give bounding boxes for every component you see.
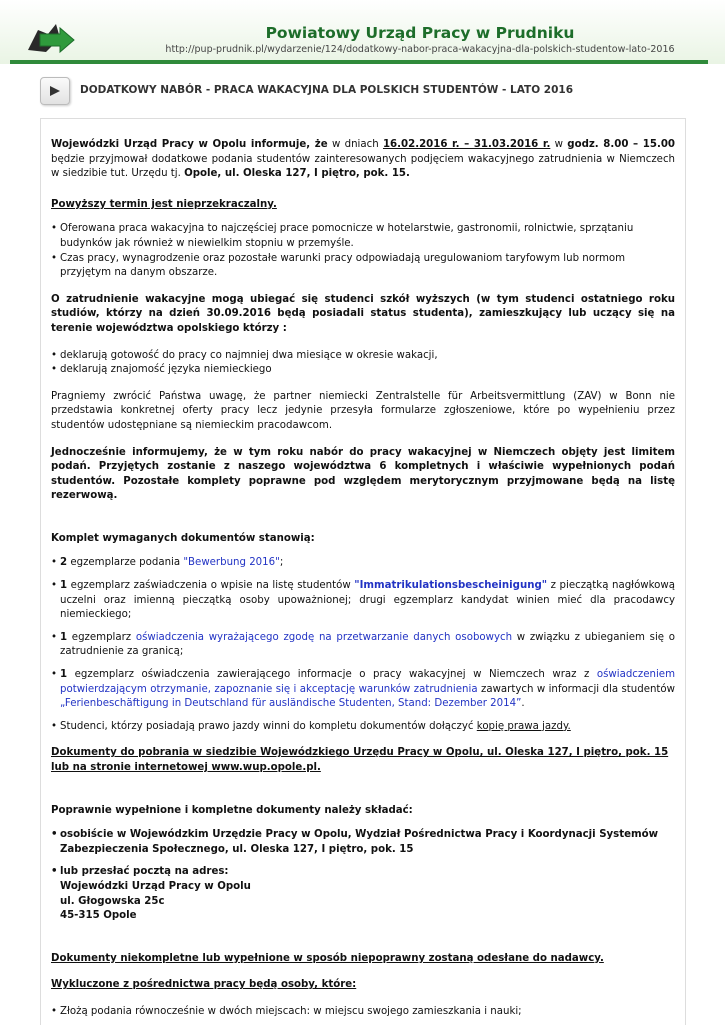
logo-arrow-icon — [26, 20, 76, 56]
list-item — [51, 579, 675, 623]
list-item — [51, 865, 675, 923]
list-item: • Złożą podania równocześnie w dwóch miejscach: w miejscu swojego zamieszkania i nauki; — [51, 1005, 675, 1020]
mail-line: ul. Głogowska 25c — [60, 895, 165, 907]
mail-label: • lub przesłać pocztą na adres: — [60, 866, 229, 878]
intro-text-1: w dniach — [327, 139, 383, 150]
docs-heading: Komplet wymaganych dokumentów stanowią: — [51, 532, 315, 544]
deadline-note: Powyższy termin jest nieprzekraczalny. — [51, 198, 277, 210]
incomplete-note: Dokumenty niekompletne lub wypełnione w sposób niepoprawny zostaną odesłane do nadawcy. — [51, 952, 604, 964]
excluded-list — [51, 1005, 675, 1020]
site-header — [0, 0, 725, 64]
intro-dates: 16.02.2016 r. – 31.03.2016 r. — [382, 139, 551, 150]
doc-tail: z pieczątką nagłówkową uczelni oraz imienną pieczątką osoby upoważnionej; drugi egzemplarz kandydat winien mieć dla pracodawcy niemieckiego; — [60, 580, 675, 621]
header-divider — [10, 60, 708, 64]
doc-tail: . — [521, 698, 525, 710]
mail-line: 45-315 Opole — [60, 910, 137, 922]
eligibility-paragraph: O zatrudnienie wakacyjne mogą ubiegać się studenci szkół wyższych (w tym studenci ostatniego roku studiów, którzy na dzień 30.09.2016 będą posiadali status studenta), zamieszkujący lub uczący się na terenie województwa opolskiego którzy : — [51, 293, 675, 334]
conditions-link[interactable]: oświadczeniem potwierdzającym otrzymanie, zapoznanie się i akceptację warunków zatrudnienia — [60, 669, 675, 695]
submit-list — [51, 828, 675, 924]
intro-paragraph — [51, 138, 675, 182]
consent-link[interactable]: oświadczenia wyrażającego zgodę na przetwarzanie danych osobowych — [135, 631, 513, 643]
article-heading: DODATKOWY NABÓR - PRACA WAKACYJNA DLA POLSKICH STUDENTÓW - LATO 2016 — [80, 84, 574, 96]
list-item: • deklarują znajomość języka niemieckiego — [51, 363, 675, 378]
bewerbung-link[interactable]: "Bewerbung 2016" — [183, 557, 280, 569]
excluded-heading: Wykluczone z pośrednictwa pracy będą osoby, które: — [51, 979, 357, 991]
limit-paragraph: Jednocześnie informujemy, że w tym roku nabór do pracy wakacyjnej w Niemczech objęty jest limitem podań. Przyjętych zostanie z naszego województwa 6 kompletnych i właściwie wypełnionych podań studentów. Pozostałe komplety poprawne pod względem merytorycznym przyjmowane będą na listę rezerwową. — [51, 446, 675, 502]
doc-tail: ; — [279, 557, 284, 569]
intro-hours: godz. 8.00 – 15.00 — [567, 139, 675, 150]
immatrikulation-link[interactable]: "Immatrikulationsbescheinigung" — [354, 580, 548, 592]
page-url: http://pup-prudnik.pl/wydarzenie/124/dodatkowy-nabor-praca-wakacyjna-dla-polskich-studentow-lato-2016 — [165, 44, 675, 55]
eligibility-list — [51, 349, 675, 378]
intro-text-2: w — [550, 139, 568, 150]
intro-address: Opole, ul. Oleska 127, I piętro, pok. 15. — [184, 168, 410, 180]
list-item — [51, 556, 675, 571]
list-item — [51, 720, 675, 735]
article-body — [51, 138, 675, 1020]
list-item — [51, 668, 675, 712]
mail-line: Wojewódzki Urząd Pracy w Opolu — [60, 880, 251, 892]
doc-count: 1 — [60, 669, 68, 681]
submit-heading: Poprawnie wypełnione i kompletne dokumenty należy składać: — [51, 804, 413, 816]
list-item: • osobiście w Wojewódzkim Urzędzie Pracy w Opolu, Wydział Pośrednictwa Pracy i Koordynacji Systemów Zabezpieczenia Społecznego, ul. Oleska 127, I piętro, pok. 15 — [51, 828, 675, 857]
intro-text-3: będzie przyjmował dodatkowe podania studentów zainteresowanych podjęciem wakacyjnego zatrudnienia w Niemczech w siedzibie tut. Urzędu tj. — [51, 153, 675, 180]
download-note: Dokumenty do pobrania w siedzibie Wojewódzkiego Urzędu Pracy w Opolu, ul. Oleska 127, I piętro, pok. 15 lub na stronie internetowej www.wup.opole.pl. — [51, 747, 669, 773]
intro-org: Wojewódzki Urząd Pracy w Opolu informuje, że — [51, 139, 328, 150]
offer-list — [51, 222, 675, 280]
documents-list — [51, 556, 675, 734]
ferien-link[interactable]: „Ferienbeschäftigung in Deutschland für ausländische Studenten, Stand: Dezember 2014” — [60, 698, 522, 710]
doc-count: 1 — [60, 631, 68, 643]
site-title: Powiatowy Urząd Pracy w Prudniku — [265, 24, 575, 42]
doc-text: egzemplarz zaświadczenia o wpisie na listę studentów — [67, 580, 355, 592]
zav-paragraph: Pragniemy zwrócić Państwa uwagę, że partner niemiecki Zentralstelle für Arbeitsvermittlung (ZAV) w Bonn nie przedstawia konkretnej oferty pracy lecz jedynie przesyła formularze zgłoszeniowe, które po wypełnieniu przez studentów udostępniane są niemieckim pracodawcom. — [51, 390, 675, 431]
article-box — [40, 118, 686, 1025]
list-item: • Oferowana praca wakacyjna to najczęściej prace pomocnicze w hotelarstwie, gastronomii, rolnictwie, sprzątaniu budynków jak również w niewielkim stopniu w przemyśle. — [51, 222, 675, 251]
license-link[interactable]: kopię prawa jazdy. — [476, 720, 571, 732]
play-arrow-icon — [49, 85, 61, 97]
doc-tail: w związku z ubieganiem się o zatrudnienie za granicą; — [60, 631, 675, 658]
doc-text: egzemplarz — [67, 631, 136, 643]
list-item: • Czas pracy, wynagrodzenie oraz pozostałe warunki pracy odpowiadają uregulowaniom taryfowym lub normom przyjętym na danym obszarze. — [51, 252, 675, 281]
doc-count: 1 — [60, 580, 68, 592]
doc-text: egzemplarze podania — [67, 557, 184, 569]
doc-text: egzemplarz oświadczenia zawierającego informacje o pracy wakacyjnej w Niemczech wraz z — [67, 669, 597, 681]
doc-tail: zawartych w informacji dla studentów — [477, 683, 675, 695]
expand-arrow-button[interactable] — [40, 77, 70, 105]
license-text: Studenci, którzy posiadają prawo jazdy winni do kompletu dokumentów dołączyć — [60, 720, 477, 732]
doc-count: 2 — [60, 557, 68, 569]
list-item — [51, 631, 675, 660]
list-item: • deklarują gotowość do pracy co najmniej dwa miesiące w okresie wakacji, — [51, 349, 675, 364]
